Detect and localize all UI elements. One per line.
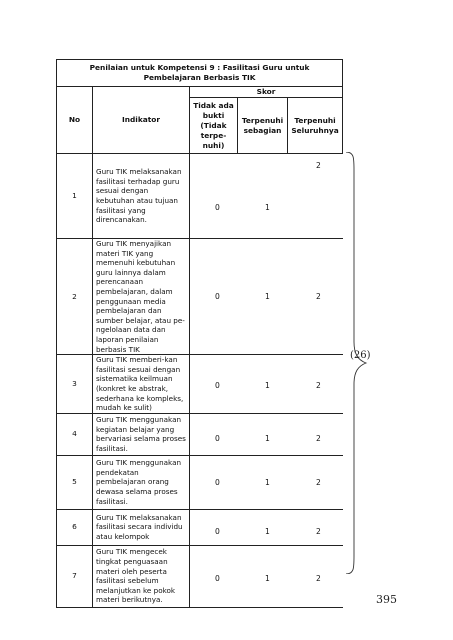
row-number: 5 — [57, 455, 93, 509]
row-number: 3 — [57, 355, 93, 414]
score-2: 2 — [316, 573, 321, 583]
row-number: 6 — [57, 509, 93, 545]
table-row — [57, 355, 343, 414]
score-1: 1 — [265, 380, 270, 390]
indicator-text: Guru TIK menggunakan pendekatan pembelajaran orang dewasa selama proses fasilitasi. — [93, 455, 190, 509]
indicator-text: Guru TIK melaksanakan fasilitasi terhadap guru sesuai dengan kebutuhan atau tujuan fasilitasi yang direncanakan. — [93, 154, 190, 239]
page-number: 395 — [376, 593, 397, 606]
table-row — [57, 545, 343, 607]
row-number: 1 — [57, 154, 93, 239]
indicator-text: Guru TIK menyajikan materi TIK yang memenuhi kebutuhan guru lainnya dalam perencanaan pembelajaran, dalam penggunaan media pembelajaran dan sumber belajar, atau pe-ngelolaan data dan laporan penilaian berbasis TIK — [93, 239, 190, 355]
table-row — [57, 455, 343, 509]
score-cell — [190, 455, 343, 509]
score-0: 0 — [215, 291, 220, 301]
indicator-text: Guru TIK memberi-kan fasilitasi sesuai dengan sistematika keilmuan (konkret ke abstrak, sederhana ke kompleks, mudah ke sulit) — [93, 355, 190, 414]
header-tidak-ada-bukti: Tidak ada bukti (Tidak terpe-nuhi) — [190, 98, 238, 154]
score-cell — [190, 355, 343, 414]
score-cell — [190, 413, 343, 455]
indicator-text: Guru TIK menggunakan kegiatan belajar yang bervariasi selama proses fasilitasi. — [93, 413, 190, 455]
score-2: 2 — [316, 433, 321, 443]
score-2: 2 — [316, 526, 321, 536]
header-no: No — [57, 87, 93, 154]
score-2: 2 — [316, 477, 321, 487]
score-1: 1 — [265, 477, 270, 487]
score-2: 2 — [316, 291, 321, 301]
table-row — [57, 509, 343, 545]
total-score-label: (26) — [350, 350, 371, 361]
table-row — [57, 154, 343, 239]
score-1: 1 — [265, 526, 270, 536]
header-indikator: Indikator — [93, 87, 190, 154]
score-0: 0 — [215, 526, 220, 536]
score-2: 2 — [316, 380, 321, 390]
score-1: 1 — [265, 433, 270, 443]
score-0: 0 — [215, 380, 220, 390]
indicator-text: Guru TIK mengecek tingkat penguasaan materi oleh peserta fasilitasi sebelum melanjutkan ke pokok materi berikutnya. — [93, 545, 190, 607]
score-cell — [190, 239, 343, 355]
score-0: 0 — [215, 477, 220, 487]
score-1: 1 — [265, 203, 270, 212]
table-row — [57, 239, 343, 355]
score-cell — [190, 154, 343, 239]
score-cell — [190, 509, 343, 545]
curly-brace — [344, 152, 370, 574]
score-cell — [190, 545, 343, 607]
score-0: 0 — [215, 433, 220, 443]
table-row — [57, 413, 343, 455]
table-title: Penilaian untuk Kompetensi 9 : Fasilitasi Guru untuk Pembelajaran Berbasis TIK — [57, 60, 343, 87]
header-terpenuhi-sebagian: Terpenuhi sebagian — [238, 98, 288, 154]
score-1: 1 — [265, 573, 270, 583]
header-skor: Skor — [190, 87, 343, 98]
score-0: 0 — [215, 573, 220, 583]
score-2: 2 — [316, 161, 321, 170]
assessment-table — [56, 59, 343, 608]
row-number: 7 — [57, 545, 93, 607]
row-number: 4 — [57, 413, 93, 455]
indicator-text: Guru TIK melaksanakan fasilitasi secara individu atau kelompok — [93, 509, 190, 545]
row-number: 2 — [57, 239, 93, 355]
header-terpenuhi-seluruhnya: Terpenuhi Seluruhnya — [288, 98, 343, 154]
score-0: 0 — [215, 203, 220, 212]
score-1: 1 — [265, 291, 270, 301]
